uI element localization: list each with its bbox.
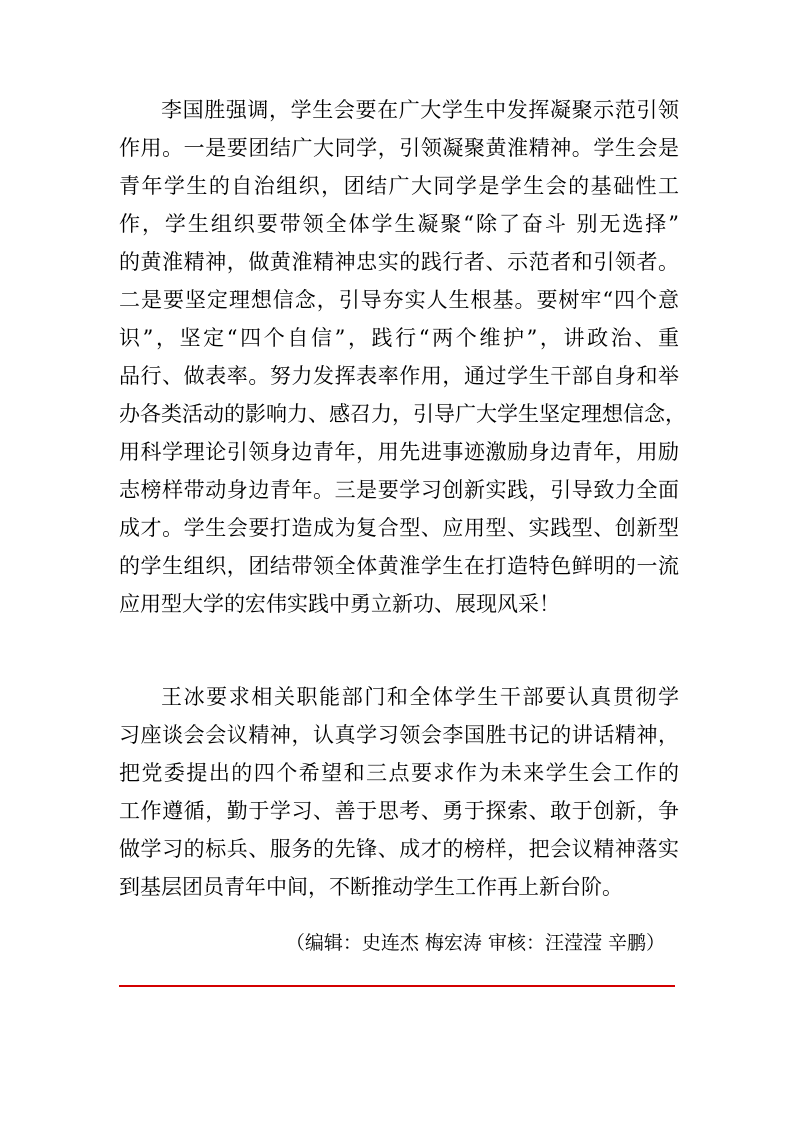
text-line: 品行、做表率。努力发挥表率作用，通过学生干部自身和举 — [119, 364, 679, 388]
text-line: 青年学生的自治组织，团结广大同学是学生会的基础性工 — [119, 174, 679, 198]
paragraph-2 — [119, 678, 679, 906]
text-line: 成才。学生会要打造成为复合型、应用型、实践型、创新型 — [119, 516, 679, 540]
text-line: 作，学生组织要带领全体学生凝聚“除了奋斗 别无选择” — [119, 212, 679, 236]
text-line: 作用。一是要团结广大同学，引领凝聚黄淮精神。学生会是 — [119, 136, 679, 160]
text-line: 习座谈会会议精神，认真学习领会李国胜书记的讲话精神， — [119, 723, 679, 747]
text-line: 李国胜强调，学生会要在广大学生中发挥凝聚示范引领 — [161, 98, 679, 122]
text-line: 的学生组织，团结带领全体黄淮学生在打造特色鲜明的一流 — [119, 554, 679, 578]
text-line: 办各类活动的影响力、感召力，引导广大学生坚定理想信念， — [119, 402, 686, 426]
editor-credit: （编辑：史连杰 梅宏涛 审核：汪滢滢 辛鹏） — [285, 932, 665, 954]
text-line: 二是要坚定理想信念，引导夯实人生根基。要树牢“四个意 — [119, 288, 679, 312]
paragraph-1 — [119, 91, 686, 623]
text-line: 工作遵循，勤于学习、善于思考、勇于探索、敢于创新，争 — [119, 799, 679, 823]
text-line: 应用型大学的宏伟实践中勇立新功、展现风采！ — [119, 592, 560, 616]
text-line: 用科学理论引领身边青年，用先进事迹激励身边青年，用励 — [119, 440, 679, 464]
red-divider-rule — [119, 985, 675, 987]
text-line: 的黄淮精神，做黄淮精神忠实的践行者、示范者和引领者。 — [119, 250, 679, 274]
text-line: 识”，坚定“四个自信”，践行“两个维护”，讲政治、重 — [119, 326, 679, 350]
text-line: 把党委提出的四个希望和三点要求作为未来学生会工作的 — [119, 761, 679, 785]
text-line: 到基层团员青年中间，不断推动学生工作再上新台阶。 — [119, 875, 623, 899]
text-line: 志榜样带动身边青年。三是要学习创新实践，引导致力全面 — [119, 478, 679, 502]
text-line: 做学习的标兵、服务的先锋、成才的榜样，把会议精神落实 — [119, 837, 679, 861]
text-line: 王冰要求相关职能部门和全体学生干部要认真贯彻学 — [161, 685, 679, 709]
